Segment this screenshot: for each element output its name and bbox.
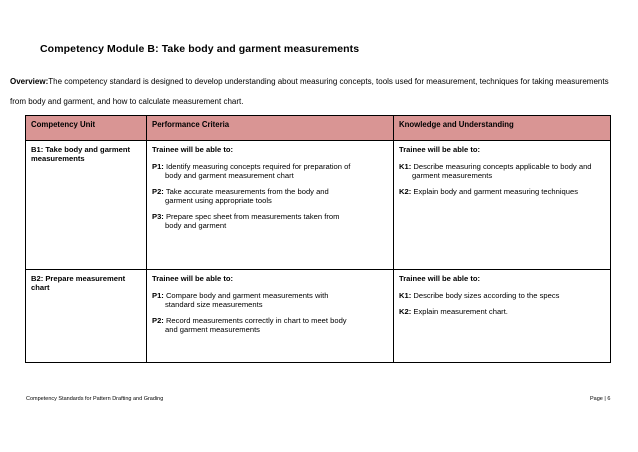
knowledge-text: Describe measuring concepts applicable to body and	[413, 162, 592, 171]
module-title: Competency Module B: Take body and garment measurements	[40, 43, 360, 55]
table-header-row	[26, 116, 611, 141]
knowledge-lead: Trainee will be able to:	[399, 145, 481, 154]
criteria-lead: Trainee will be able to:	[152, 145, 234, 154]
knowledge-code: K1:	[399, 162, 412, 171]
overview-paragraph	[10, 72, 622, 112]
knowledge-lead: Trainee will be able to:	[399, 274, 481, 283]
knowledge-text: Describe body sizes according to the specs	[413, 291, 560, 300]
criteria-text-cont: body and garment	[165, 221, 227, 230]
criteria-item	[152, 316, 388, 334]
header-knowledge: Knowledge and Understanding	[394, 116, 611, 141]
criteria-text-cont: and garment measurements	[165, 325, 260, 334]
competency-table	[25, 115, 611, 363]
knowledge-text: Explain measurement chart.	[413, 307, 508, 316]
unit-cell	[26, 270, 147, 363]
criteria-item	[152, 212, 388, 230]
overview-text: The competency standard is designed to develop understanding about measuring concepts, tools used for measurement, techniques for taking measurements from body and garment, and how to calculate measurement chart.	[10, 77, 609, 106]
unit-name: B1: Take body and garment measurements	[31, 145, 131, 163]
knowledge-item	[399, 291, 605, 300]
knowledge-item	[399, 162, 605, 180]
knowledge-code: K1:	[399, 291, 412, 300]
table-row	[26, 270, 611, 363]
header-competency-unit: Competency Unit	[26, 116, 147, 141]
footer-page-number: Page | 6	[590, 396, 611, 402]
unit-name: B2: Prepare measurement chart	[31, 274, 126, 292]
criteria-text: Prepare spec sheet from measurements taken from	[165, 212, 340, 221]
knowledge-text: Explain body and garment measuring techniques	[413, 187, 579, 196]
knowledge-item	[399, 307, 605, 316]
criteria-item	[152, 187, 388, 205]
criteria-code: P1:	[152, 162, 164, 171]
table-row	[26, 141, 611, 270]
header-performance-criteria: Performance Criteria	[147, 116, 394, 141]
criteria-lead: Trainee will be able to:	[152, 274, 234, 283]
footer-document-title: Competency Standards for Pattern Drafting and Grading	[26, 396, 164, 402]
criteria-text: Take accurate measurements from the body and	[165, 187, 329, 196]
criteria-code: P1:	[152, 291, 164, 300]
criteria-text: Record measurements correctly in chart to meet body	[165, 316, 347, 325]
criteria-text-cont: body and garment measurement chart	[165, 171, 294, 180]
criteria-item	[152, 162, 388, 180]
knowledge-code: K2:	[399, 187, 412, 196]
knowledge-cell	[394, 270, 611, 363]
criteria-text: Identify measuring concepts required for preparation of	[165, 162, 351, 171]
criteria-cell	[147, 141, 394, 270]
criteria-item	[152, 291, 388, 309]
knowledge-code: K2:	[399, 307, 412, 316]
criteria-text: Compare body and garment measurements with	[165, 291, 329, 300]
unit-cell	[26, 141, 147, 270]
criteria-text-cont: garment using appropriate tools	[165, 196, 272, 205]
knowledge-item	[399, 187, 605, 196]
criteria-cell	[147, 270, 394, 363]
knowledge-text-cont: garment measurements	[412, 171, 493, 180]
overview-label: Overview:	[10, 77, 49, 86]
criteria-text-cont: standard size measurements	[165, 300, 263, 309]
knowledge-cell	[394, 141, 611, 270]
criteria-code: P2:	[152, 316, 164, 325]
criteria-code: P3:	[152, 212, 164, 221]
criteria-code: P2:	[152, 187, 164, 196]
